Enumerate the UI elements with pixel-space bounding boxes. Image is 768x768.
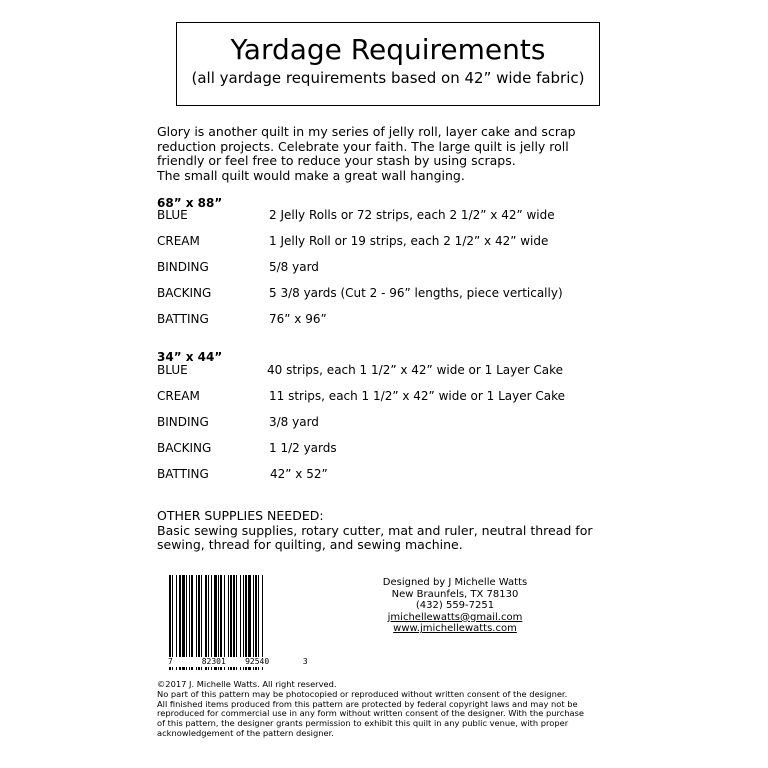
footer-line: acknowledgement of the pattern designer. — [157, 727, 334, 738]
other-supplies — [157, 509, 637, 553]
large-quilt-size: 68” x 88” — [157, 196, 223, 210]
row-value: 11 strips, each 1 1/2” x 42” wide or 1 Layer Cake — [269, 389, 565, 403]
title-box — [176, 22, 600, 106]
other-supplies-line: sewing, thread for quilting, and sewing machine. — [157, 537, 463, 553]
row-label: BLUE — [157, 363, 188, 377]
barcode-bar — [172, 575, 173, 670]
page-title: Yardage Requirements — [230, 33, 546, 66]
barcode-bar — [179, 575, 181, 670]
intro-line: Glory is another quilt in my series of jelly roll, layer cake and scrap — [157, 124, 576, 139]
intro-line: The small quilt would make a great wall hanging. — [157, 167, 465, 183]
barcode-bar — [218, 575, 219, 670]
large-row-backing — [157, 286, 563, 300]
barcode-bar — [198, 575, 200, 670]
barcode-digit-group: 3 — [302, 657, 308, 666]
row-label: BACKING — [157, 441, 212, 455]
row-label: BACKING — [157, 286, 212, 300]
footer-line: ©2017 J. Michelle Watts. All right reserved. — [157, 679, 337, 689]
other-supplies-line: Basic sewing supplies, rotary cutter, mat and ruler, neutral thread for — [157, 522, 593, 538]
intro-line: reduction projects. Celebrate your faith. The large quilt is jelly roll — [157, 138, 569, 154]
footer-line: No part of this pattern may be photocopied or reproduced without written consent of the designer. — [157, 688, 568, 699]
barcode-bar — [230, 575, 232, 670]
row-value: 42” x 52” — [270, 467, 328, 481]
row-label: BLUE — [157, 208, 188, 222]
large-row-batting — [157, 312, 327, 326]
barcode-bar — [253, 575, 254, 670]
row-value: 5 3/8 yards (Cut 2 - 96” lengths, piece vertically) — [269, 286, 563, 300]
intro-paragraph — [157, 125, 617, 183]
footer-line: All finished items produced from this pattern are protected by federal copyright laws and may not be — [157, 698, 578, 709]
row-value: 76” x 96” — [269, 312, 327, 326]
row-label: BINDING — [157, 260, 209, 274]
designer-city: New Braunfels, TX 78130 — [391, 588, 519, 600]
barcode-bar — [169, 575, 171, 670]
barcode-bar — [262, 575, 263, 670]
barcode-bar — [236, 575, 237, 670]
barcode-bar — [220, 575, 222, 670]
small-row-cream — [157, 389, 565, 403]
barcode-bar — [196, 575, 197, 670]
barcode-bar — [228, 575, 229, 670]
barcode-bar — [224, 575, 225, 670]
barcode-bar — [189, 575, 190, 670]
small-row-blue — [157, 363, 563, 377]
large-row-binding — [157, 260, 319, 274]
barcode-bar — [255, 575, 257, 670]
designer-contact — [370, 577, 540, 635]
designer-email-link[interactable]: jmichellewatts@gmail.com — [387, 611, 523, 623]
designer-phone: (432) 559-7251 — [415, 600, 495, 612]
small-row-batting — [157, 467, 328, 481]
row-value: 3/8 yard — [269, 415, 319, 429]
row-value: 2 Jelly Rolls or 72 strips, each 2 1/2” x 42” wide — [269, 208, 555, 222]
barcode-digit-group: 82301 — [201, 657, 226, 666]
footer-line: of this pattern, the designer grants permission to exhibit this quilt in any public venue, with proper — [157, 718, 569, 729]
footer-line: reproduced for commercial use in any form without written consent of the designer. With the purchase — [157, 708, 585, 719]
designer-name: Designed by J Michelle Watts — [382, 577, 528, 588]
row-value: 1 1/2 yards — [269, 441, 337, 455]
row-value: 5/8 yard — [269, 260, 319, 274]
large-row-blue — [157, 208, 555, 222]
small-quilt-size: 34” x 44” — [157, 350, 223, 364]
barcode-bar — [245, 575, 247, 670]
barcode-bar — [205, 575, 207, 670]
barcode-digits — [168, 657, 308, 667]
barcode-bar — [233, 575, 235, 670]
barcode-bar — [186, 575, 187, 670]
small-row-backing — [157, 441, 337, 455]
copyright-footer — [157, 680, 627, 739]
barcode-digit-group: 92540 — [245, 657, 270, 666]
large-row-cream — [157, 234, 549, 248]
barcode-bar — [258, 575, 259, 670]
barcode-digit-group: 7 — [168, 657, 173, 666]
barcode-bar — [201, 575, 202, 670]
intro-line: friendly or feel free to reduce your stash by using scraps. — [157, 153, 516, 169]
barcode-bar — [182, 575, 185, 670]
barcode-bar — [208, 575, 209, 670]
barcode-bar — [240, 575, 241, 670]
row-value: 1 Jelly Roll or 19 strips, each 2 1/2” x 42” wide — [269, 234, 549, 248]
barcode — [168, 575, 294, 670]
page-subtitle: (all yardage requirements based on 42” wide fabric) — [191, 69, 585, 87]
row-label: CREAM — [157, 389, 200, 403]
barcode-bar — [243, 575, 244, 670]
barcode-bar — [176, 575, 177, 670]
barcode-bar — [211, 575, 212, 670]
barcode-bar — [248, 575, 251, 670]
row-label: CREAM — [157, 234, 200, 248]
row-label: BINDING — [157, 415, 209, 429]
designer-website-link[interactable]: www.jmichellewatts.com — [393, 623, 517, 635]
small-row-binding — [157, 415, 319, 429]
row-label: BATTING — [157, 312, 209, 326]
barcode-bar — [214, 575, 217, 670]
row-label: BATTING — [157, 467, 209, 481]
other-supplies-heading: OTHER SUPPLIES NEEDED: — [157, 508, 324, 523]
row-value: 40 strips, each 1 1/2” x 42” wide or 1 Layer Cake — [267, 363, 563, 377]
barcode-bar — [191, 575, 193, 670]
